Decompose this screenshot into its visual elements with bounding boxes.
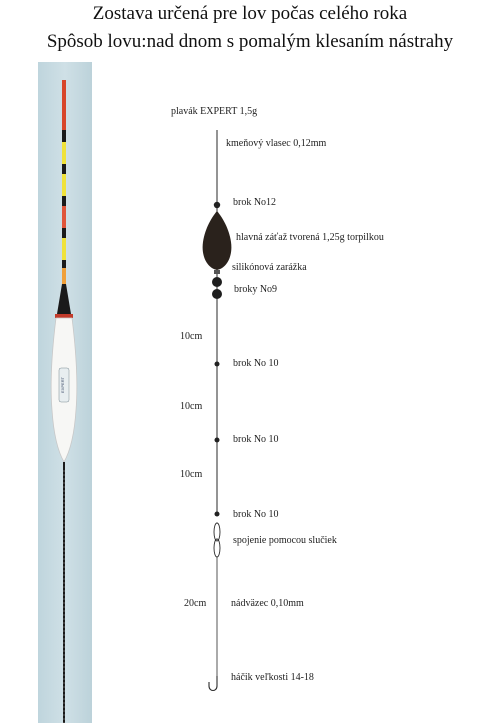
label-shot-no10: brok No 10 [233,509,279,520]
antenna-segment-black [62,196,66,206]
antenna-segment-yellow [62,238,66,260]
label-shot-no10: brok No 10 [233,434,279,445]
shot-no10 [215,362,220,367]
antenna-segment-black [62,130,66,142]
label-shot-no10: brok No 10 [233,358,279,369]
label-hook: háčik veľkosti 14-18 [231,672,314,683]
antenna-segment-orange [62,268,66,284]
loop-upper [214,523,220,541]
label-loop-join: spojenie pomocou slučiek [233,535,337,546]
distance-label: 20cm [184,598,207,609]
float-body [51,284,77,462]
silicone-stop [214,270,220,274]
label-hooklink: nádväzec 0,10mm [231,598,304,609]
float-antenna [62,80,66,284]
antenna-segment-black [62,164,66,174]
shot-no10 [215,512,220,517]
label-float: plavák EXPERT 1,5g [171,106,258,117]
label-main-line: kmeňový vlasec 0,12mm [226,138,327,149]
antenna-segment-black [62,260,66,268]
shot-no9 [212,289,222,299]
antenna-segment-black [62,228,66,238]
label-shot-no12: brok No12 [233,197,277,208]
title-line-1: Zostava určená pre lov počas celého roka [92,3,408,24]
title-line-2: Spôsob lovu:nad dnom s pomalým klesaním nástrahy [46,31,454,52]
shot-no9 [212,277,222,287]
label-shots-no9: broky No9 [234,284,278,295]
float-stem [63,462,65,723]
distance-label: 10cm [180,331,203,342]
distance-label: 10cm [180,401,203,412]
distance-label: 10cm [180,469,203,480]
main-weight [203,211,232,270]
antenna-segment-yellow [62,174,66,196]
hook-icon [209,676,217,691]
antenna-segment-red [62,206,66,228]
antenna-segment-yellow [62,142,66,164]
shot-no10 [215,438,220,443]
float-shoulder [57,284,71,314]
shot-no12 [214,202,220,208]
antenna-segment-red [62,80,66,130]
label-main-weight: hlavná záťaž tvorená 1,25g torpilkou [236,232,384,243]
float-red-band [55,314,73,318]
label-silicone-stop: silikónová zarážka [232,262,307,273]
float-logo-text: EXPERT [60,377,65,393]
loop-lower [214,539,220,557]
